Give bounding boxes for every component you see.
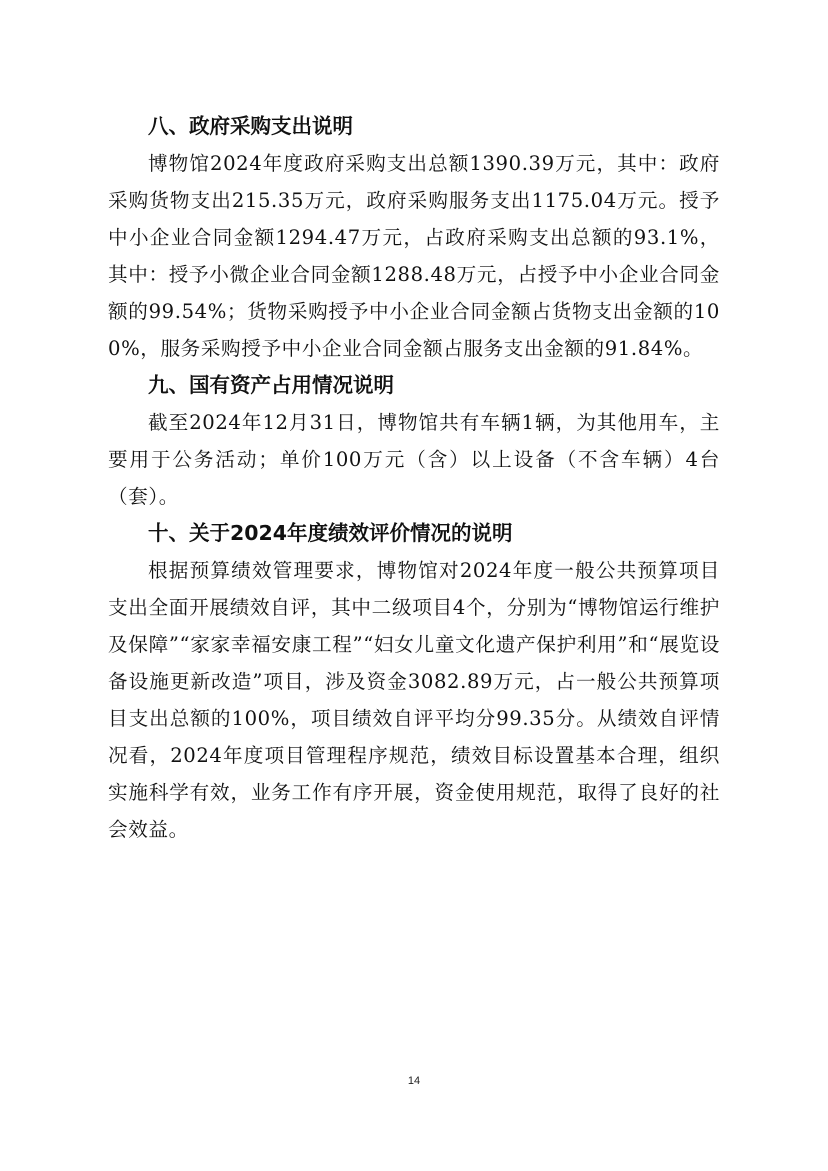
section-heading-state-assets: 九、国有资产占用情况说明: [148, 373, 394, 397]
section-paragraph-state-assets: 截至2024年12月31日，博物馆共有车辆1辆，为其他用车，主要用于公务活动；单价100万元（含）以上设备（不含车辆）4台（套）。: [108, 411, 720, 508]
section-heading-performance-evaluation: 十、关于2024年度绩效评价情况的说明: [148, 521, 513, 545]
section-paragraph-government-procurement: 博物馆2024年度政府采购支出总额1390.39万元，其中：政府采购货物支出215.35万元，政府采购服务支出1175.04万元。授予中小企业合同金额1294.47万元，占政府采购支出总额的93.1%，其中：授予小微企业合同金额1288.48万元，占授予中小企业合同金额的99.54%；货物采购授予中小企业合同金额占货物支出金额的100%，服务采购授予中小企业合同金额占服务支出金额的91.84%。: [108, 152, 720, 360]
document-content: [108, 108, 720, 848]
section-heading-government-procurement: 八、政府采购支出说明: [148, 114, 353, 138]
section-paragraph-performance-evaluation: 根据预算绩效管理要求，博物馆对2024年度一般公共预算项目支出全面开展绩效自评，其中二级项目4个，分别为“博物馆运行维护及保障”“家家幸福安康工程”“妇女儿童文化遗产保护利用”和“展览设备设施更新改造”项目，涉及资金3082.89万元，占一般公共预算项目支出总额的100%，项目绩效自评平均分99.35分。从绩效自评情况看，2024年度项目管理程序规范，绩效目标设置基本合理，组织实施科学有效，业务工作有序开展，资金使用规范，取得了良好的社会效益。: [108, 559, 720, 841]
page-number: 14: [407, 1075, 421, 1087]
